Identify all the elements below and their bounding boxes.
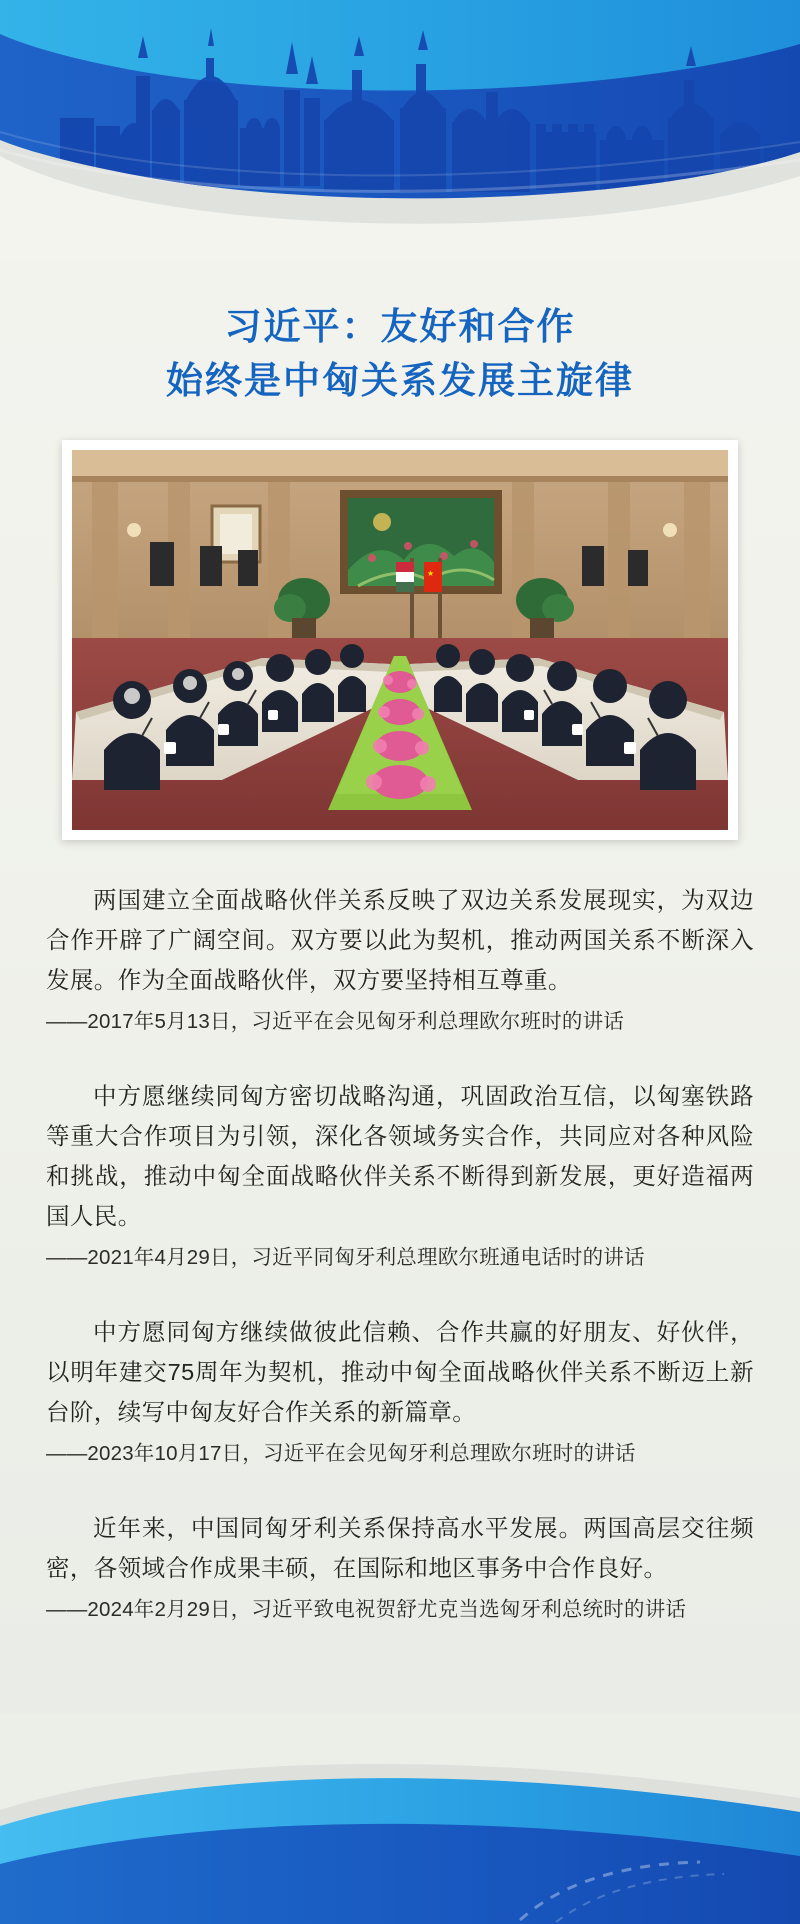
spacer xyxy=(46,1478,754,1508)
quote-source: ——2017年5月13日，习近平在会见匈牙利总理欧尔班时的讲话 xyxy=(46,1010,625,1033)
footer-decoration xyxy=(0,1714,800,1924)
quote-text: 近年来，中国同匈牙利关系保持高水平发展。两国高层交往频密，各领域合作成果丰硕，在国际和地区事务中合作良好。 xyxy=(46,1515,754,1581)
quote-text: 中方愿继续同匈方密切战略沟通，巩固政治互信，以匈塞铁路等重大合作项目为引领，深化各领域务实合作，共同应对各种风险和挑战，推动中匈全面战略伙伴关系不断得到新发展，更好造福两国人民。 xyxy=(46,1083,754,1229)
spacer xyxy=(46,1282,754,1312)
svg-text:★: ★ xyxy=(427,569,435,578)
meeting-hall-photo xyxy=(72,450,728,830)
article-content xyxy=(46,880,754,1634)
spacer xyxy=(46,1046,754,1076)
quote-block-1 xyxy=(46,880,754,1040)
blue-wave-footer xyxy=(0,1714,800,1924)
title-line-1: 习近平：友好和合作 xyxy=(224,306,576,347)
page-title xyxy=(0,300,800,407)
skyline-graphic xyxy=(0,0,800,260)
quote-block-2 xyxy=(46,1076,754,1276)
meeting-hall-illustration xyxy=(72,450,728,830)
quote-source: ——2021年4月29日，习近平同匈牙利总理欧尔班通电话时的讲话 xyxy=(46,1246,645,1269)
quote-text: 两国建立全面战略伙伴关系反映了双边关系发展现实，为双边合作开辟了广阔空间。双方要以此为契机，推动两国关系不断深入发展。作为全面战略伙伴，双方要坚持相互尊重。 xyxy=(46,887,754,993)
quote-block-4 xyxy=(46,1508,754,1628)
title-line-2: 始终是中匈关系发展主旋律 xyxy=(166,359,634,401)
header-banner xyxy=(0,0,800,260)
quote-text: 中方愿同匈方继续做彼此信赖、合作共赢的好朋友、好伙伴，以明年建交75周年为契机，推动中匈全面战略伙伴关系不断迈上新台阶，续写中匈友好合作关系的新篇章。 xyxy=(46,1319,754,1425)
quote-source: ——2024年2月29日，习近平致电祝贺舒尤克当选匈牙利总统时的讲话 xyxy=(46,1598,687,1621)
quote-source: ——2023年10月17日，习近平在会见匈牙利总理欧尔班时的讲话 xyxy=(46,1442,636,1465)
quote-block-3 xyxy=(46,1312,754,1472)
photo-frame xyxy=(62,440,738,840)
